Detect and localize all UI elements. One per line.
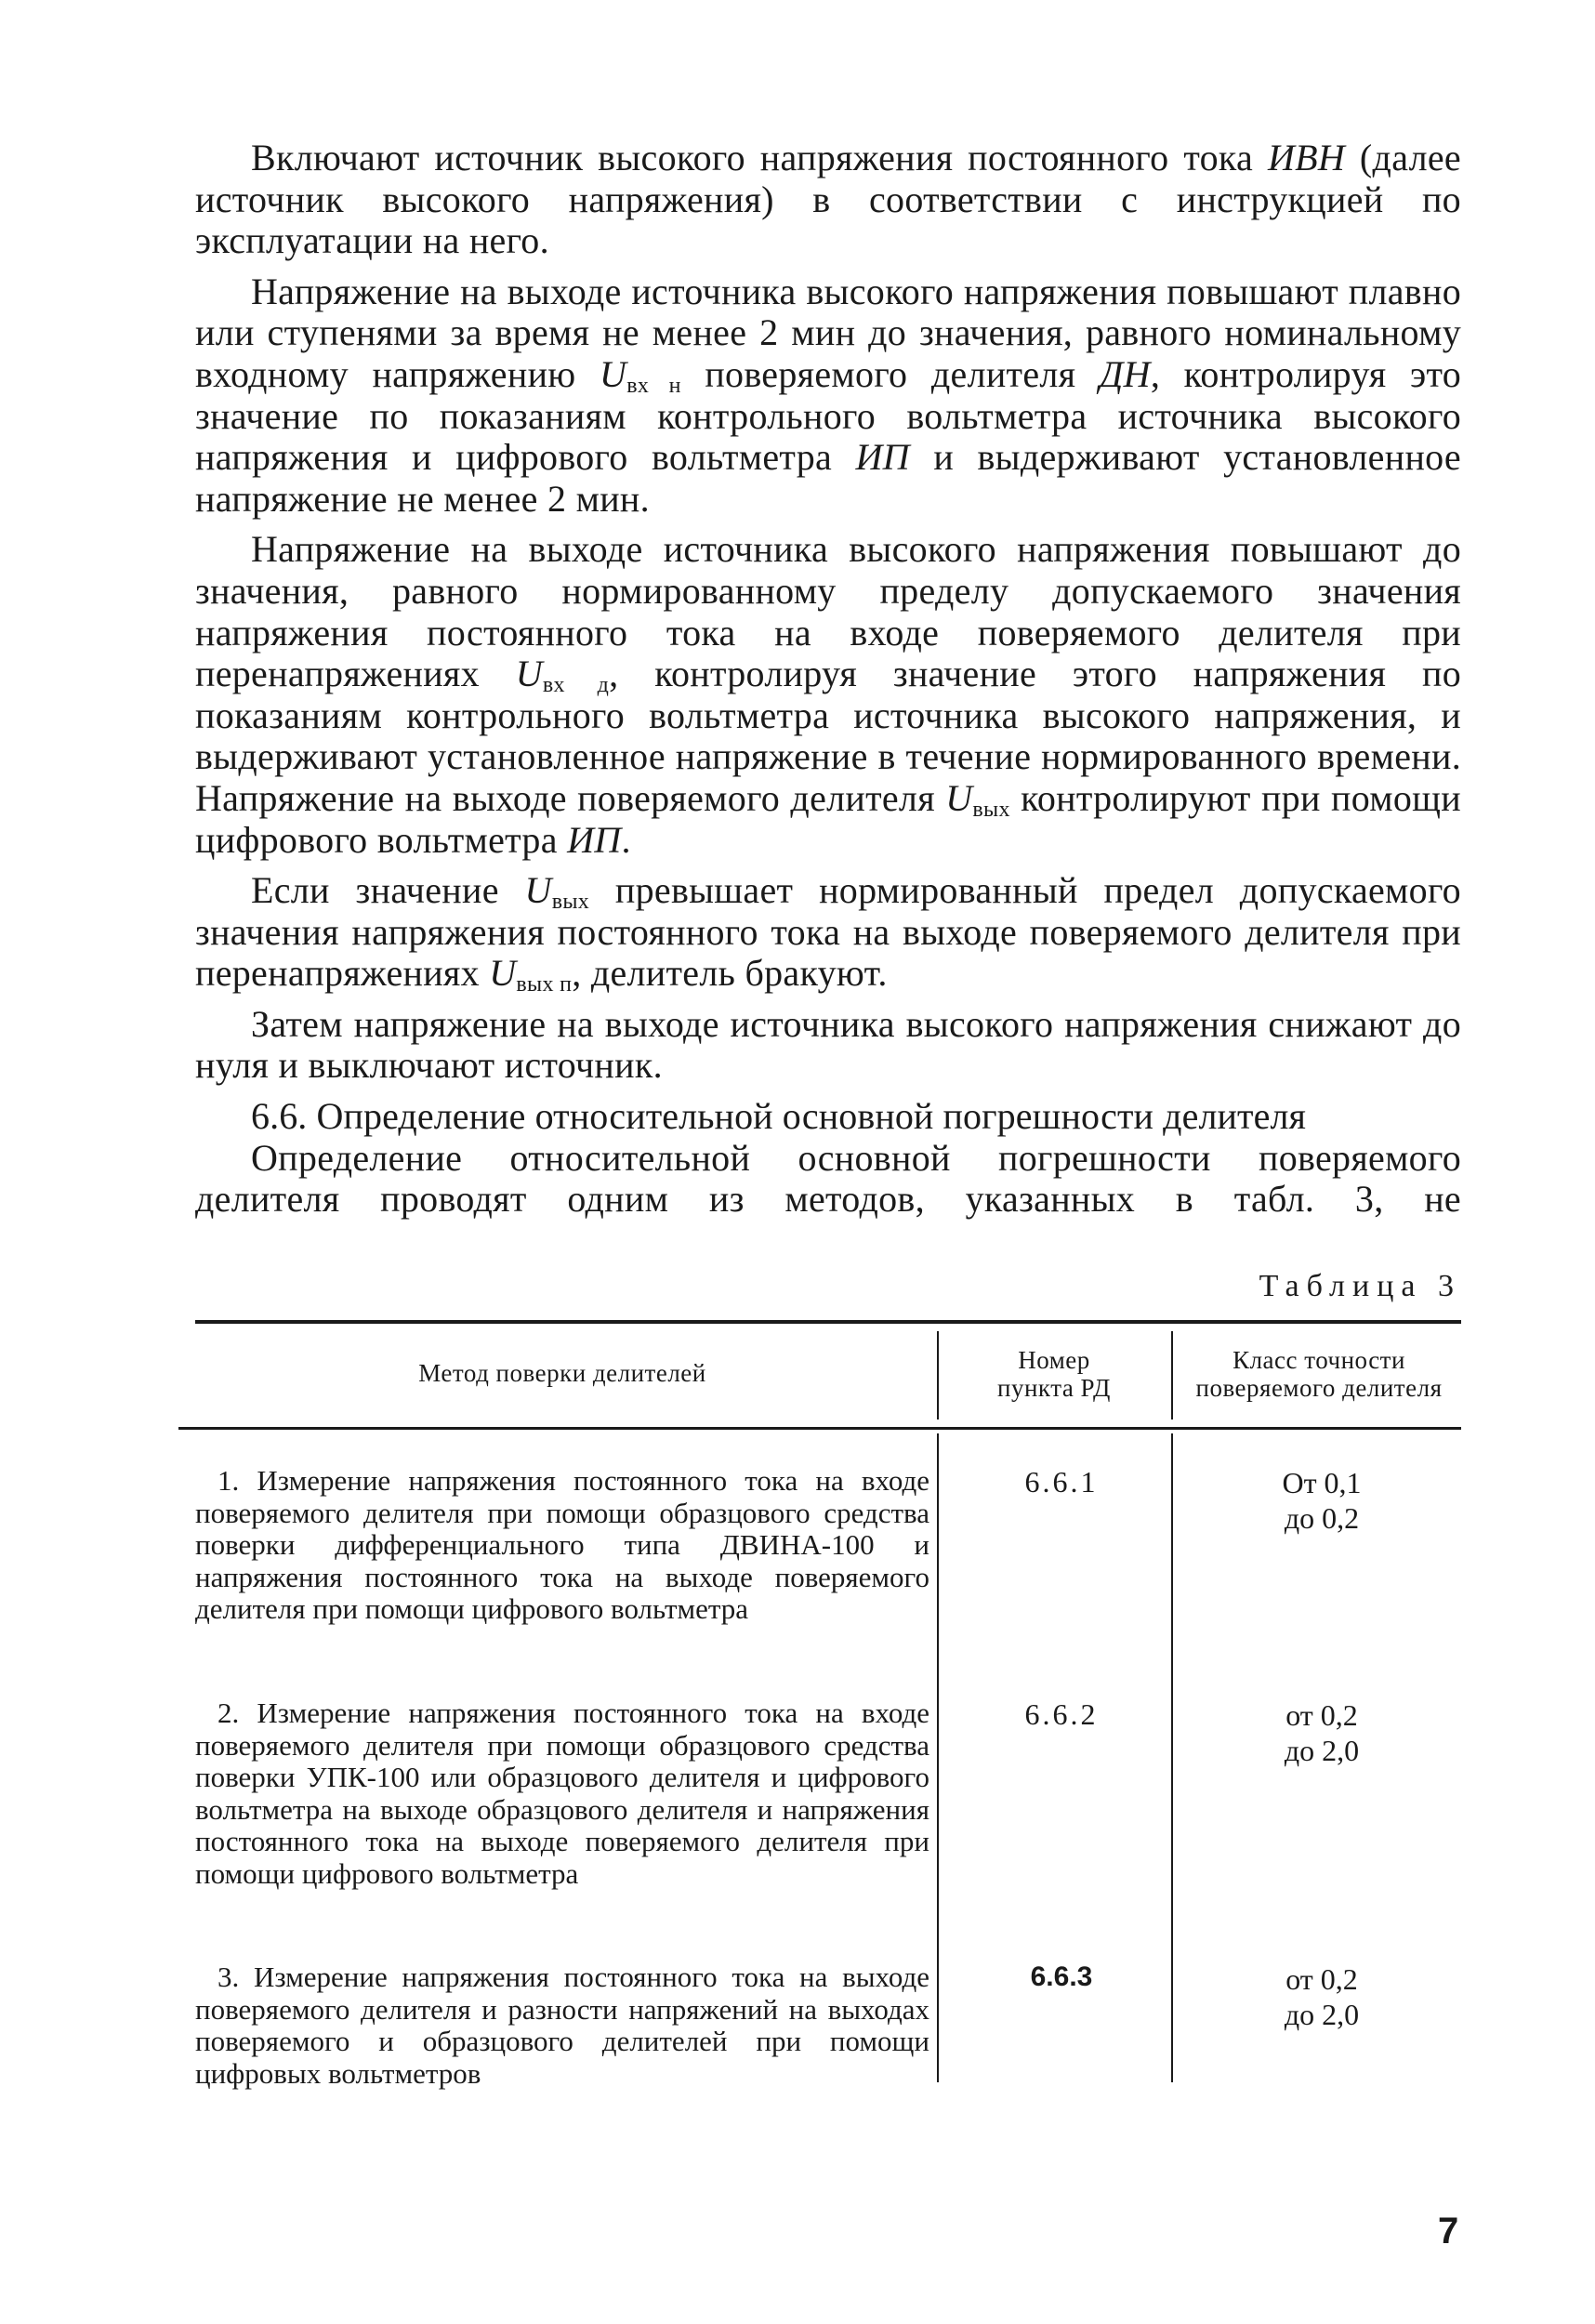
- row-2-class-line-1: от 0,2: [1285, 1698, 1358, 1732]
- paragraph-2-text-b: поверяемого делителя: [680, 352, 1100, 395]
- table-caption: Таблица 3: [1259, 1269, 1461, 1303]
- header-divider-2: [1171, 1331, 1173, 1419]
- row-1-class-line-1: От 0,1: [1282, 1466, 1362, 1499]
- subscript-vykh: вых: [551, 890, 590, 915]
- paragraph-1-text-a: Включают источник высокого напряжения постоянного тока: [251, 137, 1268, 178]
- section-heading-6-6: 6.6. Определение относительной основной погрешности делителя: [251, 1095, 1307, 1138]
- table-3: [178, 1320, 1461, 2090]
- body-divider-2: [1171, 1433, 1173, 2082]
- row-2-method: 2. Измерение напряжения постоянного тока на входе поверяемого делителя при помощи образцового средства поверки УПК-100 или образцового делителя и цифрового вольтметра на выходе образцового делителя и напряжения постоянного тока на выходе поверяемого делителя при помощи цифрового вольтметра: [195, 1697, 929, 1890]
- abbr-ip: ИП: [855, 436, 910, 479]
- table-top-rule: [195, 1320, 1461, 1324]
- paragraph-2-text-a: Напряжение на выходе источника высокого напряжения повышают плавно или ступенями за время не менее 2 мин до значения, равного номинальному входному напряжению: [195, 270, 1461, 395]
- row-3-class: [1201, 1961, 1443, 2032]
- row-1-number: 6.6.1: [1024, 1465, 1099, 1499]
- row-3-number: 6.6.3: [1030, 1961, 1093, 1992]
- paragraph-1-text-b: (далее источник высокого напряжения) в соответствии с инструкцией по эксплуатации на него.: [195, 137, 1461, 262]
- subscript-vykh-p: вых п: [516, 972, 573, 997]
- paragraph-3-text-b: , контролируя значение этого напряжения по показаниям контрольного вольтметра источника высокого напряжения, и выдерживают установленное напряжение в течение нормированного времени. Напряжение на выходе поверяемого делителя: [195, 653, 1461, 819]
- symbol-u: U: [515, 653, 543, 695]
- header-class-line-1: Класс точности: [1232, 1346, 1405, 1374]
- paragraph-2-text-d: и выдерживают установленное напряжение не менее 2 мин.: [195, 436, 1461, 520]
- symbol-u: U: [524, 869, 552, 912]
- paragraph-2-text-c: , контролируя это значение по показаниям контрольного вольтметра источника высокого напряжения и цифрового вольтметра: [195, 352, 1462, 479]
- body-divider-1: [937, 1433, 939, 2082]
- header-divider-1: [937, 1331, 939, 1419]
- header-class-line-2: поверяемого делителя: [1195, 1374, 1443, 1402]
- symbol-u: U: [945, 776, 973, 819]
- header-number-line-2: пункта РД: [997, 1374, 1111, 1402]
- header-number: [942, 1346, 1166, 1402]
- paragraph-1: [195, 138, 1461, 262]
- paragraph-4-text-a: Если значение: [251, 869, 525, 912]
- row-2-number: 6.6.2: [1024, 1697, 1099, 1731]
- row-2-class: [1201, 1697, 1443, 1768]
- row-3-class-line-2: до 2,0: [1284, 1998, 1360, 2031]
- abbr-dn: ДН: [1099, 352, 1151, 395]
- paragraph-3-text-d: .: [621, 818, 631, 861]
- header-method: Метод поверки делителей: [418, 1359, 706, 1387]
- row-3-class-line-1: от 0,2: [1285, 1962, 1358, 1996]
- page-number: 7: [1438, 2211, 1459, 2251]
- paragraph-3-text-a: Напряжение на выходе источника высокого напряжения повышают до значения, равного нормированному пределу допускаемого значения напряжения постоянного тока на входе поверяемого делителя при перенапряжениях: [195, 528, 1461, 695]
- paragraph-3: [195, 529, 1461, 861]
- subscript-vkh-d: вх д: [542, 673, 610, 698]
- abbr-ivn: ИВН: [1267, 137, 1346, 178]
- abbr-ip: ИП: [567, 818, 622, 861]
- paragraph-6: Определение относительной основной погрешности поверяемого делителя проводят одним из методов, указанных в табл. 3, не: [195, 1136, 1461, 1221]
- paragraph-3-text-c: контролируют при помощи цифрового вольтметра: [195, 776, 1461, 861]
- table-header-rule: [178, 1427, 1461, 1430]
- row-1-class: [1201, 1465, 1443, 1536]
- paragraph-2: [195, 271, 1461, 521]
- header-class: [1177, 1346, 1461, 1402]
- subscript-vkh-n: вх н: [626, 373, 681, 398]
- subscript-vykh: вых: [972, 797, 1010, 822]
- paragraph-5: Затем напряжение на выходе источника высокого напряжения снижают до нуля и выключают источник.: [195, 1002, 1461, 1087]
- row-2-class-line-2: до 2,0: [1284, 1734, 1360, 1767]
- body-text: [195, 138, 1461, 1230]
- header-number-line-1: Номер: [1018, 1346, 1090, 1374]
- paragraph-4-text-c: , делитель бракуют.: [572, 952, 888, 995]
- paragraph-4-text-b: превышает нормированный предел допускаемого значения напряжения постоянного тока на выходе поверяемого делителя при перенапряжениях: [195, 869, 1461, 995]
- symbol-u: U: [489, 952, 517, 995]
- symbol-u: U: [600, 352, 627, 395]
- row-1-method: 1. Измерение напряжения постоянного тока на входе поверяемого делителя при помощи образцового средства поверки дифференциального типа ДВИНА-100 и напряжения постоянного тока на выходе поверяемого делителя при помощи цифрового вольтметра: [195, 1464, 929, 1626]
- row-3-method: 3. Измерение напряжения постоянного тока на выходе поверяемого делителя и разности напряжений на выходах поверяемого и образцового делителей при помощи цифровых вольтметров: [195, 1961, 929, 2090]
- row-1-class-line-2: до 0,2: [1284, 1501, 1360, 1535]
- paragraph-4: [195, 870, 1461, 995]
